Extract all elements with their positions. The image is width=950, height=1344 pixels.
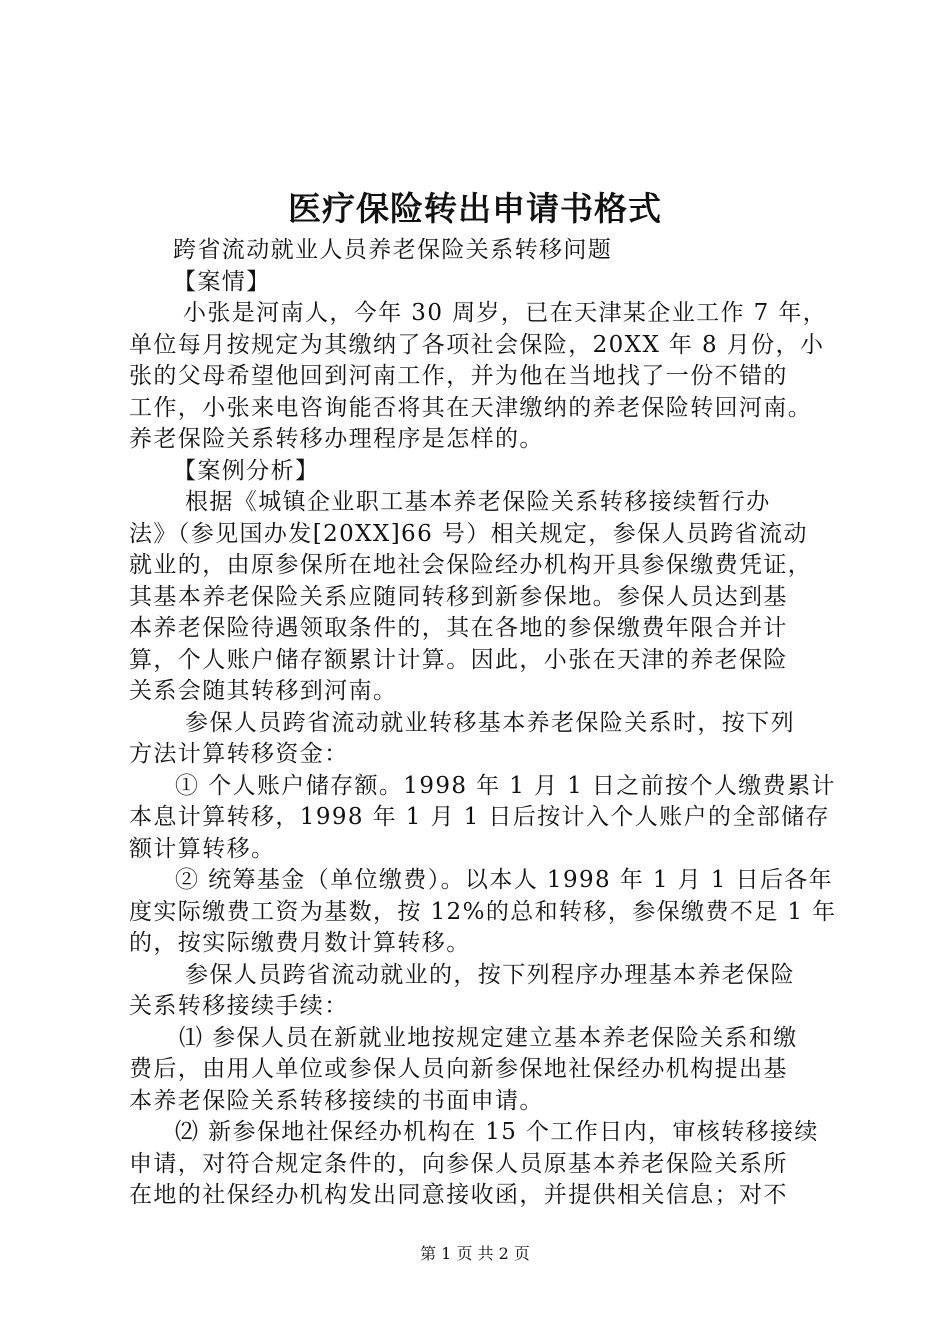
text-line: 本息计算转移，1998 年 1 月 1 日后按计入个人账户的全部储存 <box>129 804 830 830</box>
text-line: 单位每月按规定为其缴纳了各项社会保险，20XX 年 8 月份，小 <box>129 331 825 358</box>
text-line: 的，按实际缴费月数计算转移。 <box>129 930 471 956</box>
text-line: 【案例分析】 <box>173 457 320 484</box>
page-footer: 第 1 页 共 2 页 <box>420 1244 530 1263</box>
text-line: 在地的社保经办机构发出同意接收函，并提供相关信息；对不 <box>129 1182 788 1208</box>
text-line: 张的父母希望他回到河南工作，并为他在当地找了一份不错的 <box>129 363 788 389</box>
text-line: 跨省流动就业人员养老保险关系转移问题 <box>173 237 613 263</box>
text-line: ② 统筹基金（单位缴费）。以本人 1998 年 1 月 1 日后各年 <box>175 867 834 893</box>
document-body <box>129 235 837 1212</box>
text-line: 养老保险关系转移办理程序是怎样的。 <box>129 426 544 452</box>
text-line: 本养老保险关系转移接续的书面申请。 <box>129 1087 544 1114</box>
text-line: 本养老保险待遇领取条件的，其在各地的参保缴费年限合并计 <box>129 615 788 641</box>
text-line: 参保人员跨省流动就业的，按下列程序办理基本养老保险 <box>185 961 795 988</box>
text-line: 工作，小张来电咨询能否将其在天津缴纳的养老保险转回河南。 <box>129 394 813 421</box>
text-line: 费后，由用人单位或参保人员向新参保地社保经办机构提出基 <box>129 1056 788 1082</box>
text-line: ⑴ 参保人员在新就业地按规定建立基本养老保险关系和缴 <box>179 1024 798 1051</box>
text-line: 度实际缴费工资为基数，按 12%的总和转移，参保缴费不足 1 年 <box>129 898 837 925</box>
text-line: 【案情】 <box>173 268 271 295</box>
text-line: 根据《城镇企业职工基本养老保险关系转移接续暂行办 <box>185 489 771 515</box>
text-line: 其基本养老保险关系应随同转移到新参保地。参保人员达到基 <box>129 583 788 610</box>
text-line: 申请，对符合规定条件的，向参保人员原基本养老保险关系所 <box>129 1150 788 1177</box>
text-line: 额计算转移。 <box>129 835 276 862</box>
document-title: 医疗保险转出申请书格式 <box>288 189 662 228</box>
text-line: 方法计算转移资金： <box>129 741 349 767</box>
text-line: 参保人员跨省流动就业转移基本养老保险关系时，按下列 <box>185 709 795 736</box>
text-line: 算，个人账户储存额累计计算。因此，小张在天津的养老保险 <box>129 646 788 673</box>
text-line: 就业的，由原参保所在地社会保险经办机构开具参保缴费凭证， <box>129 552 813 578</box>
text-line: 法》（参见国办发[20XX]66 号）相关规定，参保人员跨省流动 <box>129 520 808 547</box>
text-line: ⑵ 新参保地社保经办机构在 15 个工作日内，审核转移接续 <box>175 1119 819 1145</box>
text-line: ① 个人账户储存额。1998 年 1 月 1 日之前按个人缴费累计 <box>175 772 836 799</box>
text-line: 关系转移接续手续： <box>129 993 349 1019</box>
text-line: 小张是河南人，今年 30 周岁，已在天津某企业工作 7 年， <box>183 300 828 326</box>
text-line: 关系会随其转移到河南。 <box>129 678 398 704</box>
